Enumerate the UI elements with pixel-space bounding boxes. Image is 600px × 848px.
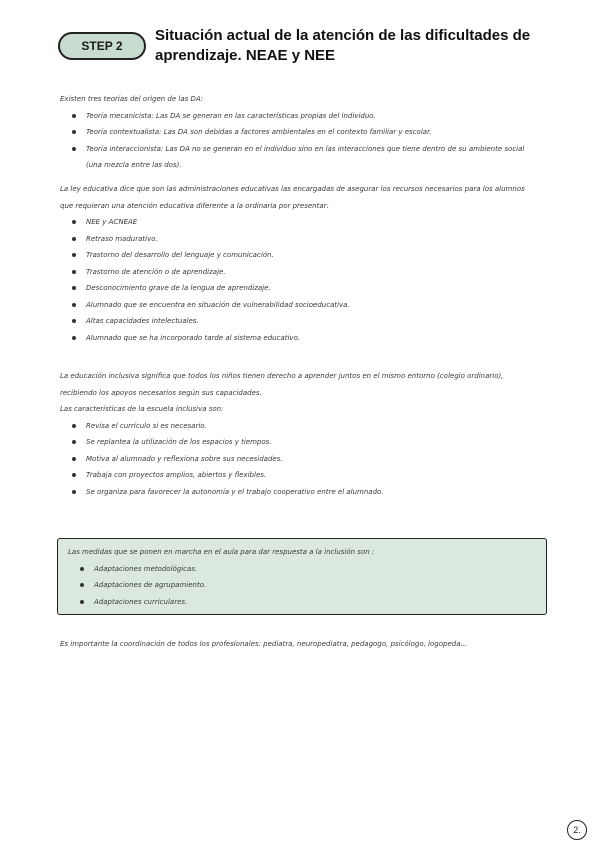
inclusive-list [60, 418, 530, 501]
page-number-label: 2. [573, 825, 581, 835]
list-item: Altas capacidades intelectuales. [80, 313, 530, 330]
step-badge [58, 32, 146, 60]
inclusive-subintro: Las características de la escuela inclusiva son: [60, 405, 224, 413]
page-title: Situación actual de la atención de las dificultades de aprendizaje. NEAE y NEE [155, 27, 531, 64]
law-section [60, 181, 530, 346]
list-item: Alumnado que se ha incorporado tarde al sistema educativo. [80, 330, 530, 347]
list-item: NEE y ACNEAE [80, 214, 530, 231]
list-item: Motiva al alumnado y reflexiona sobre sus necesidades. [80, 451, 530, 468]
list-item: Teoría interaccionista: Las DA no se generan en el individuo sino en las interacciones que tiene dentro de su ambiente social (una mezcla entre las dos). [80, 141, 530, 174]
list-item: Adaptaciones de agrupamiento. [88, 577, 536, 594]
measures-box [57, 538, 547, 615]
list-item: Trastorno del desarrollo del lenguaje y comunicación. [80, 247, 530, 264]
list-item: Se organiza para favorecer la autonomía y el trabajo cooperativo entre el alumnado. [80, 484, 530, 501]
theories-list [60, 108, 530, 174]
list-item: Adaptaciones metodológicas. [88, 561, 536, 578]
list-item: Alumnado que se encuentra en situación de vulnerabilidad socioeducativa. [80, 297, 530, 314]
list-item: Trastorno de atención o de aprendizaje. [80, 264, 530, 281]
inclusive-intro: La educación inclusiva significa que todos los niños tienen derecho a aprender juntos en el mismo entorno (colegio ordinario), recibiendo los apoyos necesarios según sus capacidades. [60, 372, 504, 397]
measures-list [68, 561, 536, 611]
theories-section [60, 91, 530, 174]
list-item: Trabaja con proyectos amplios, abiertos y flexibles. [80, 467, 530, 484]
theories-intro: Existen tres teorías del origen de las DA: [60, 95, 204, 103]
list-item: Teoría mecanicista: Las DA se generan en las características propias del individuo. [80, 108, 530, 125]
step-label: STEP 2 [81, 39, 123, 53]
list-item: Adaptaciones curriculares. [88, 594, 536, 611]
page-number [567, 820, 587, 840]
list-item: Se replantea la utilización de los espacios y tiempos. [80, 434, 530, 451]
list-item: Revisa el currículo si es necesario. [80, 418, 530, 435]
list-item: Retraso madurativo. [80, 231, 530, 248]
list-item: Desconocimiento grave de la lengua de aprendizaje. [80, 280, 530, 297]
list-item: Teoría contextualista: Las DA son debidas a factores ambientales en el contexto familiar y escolar. [80, 124, 530, 141]
needs-list [60, 214, 530, 346]
law-intro: La ley educativa dice que son las administraciones educativas las encargadas de asegurar los recursos necesarios para los alumnos que requieran una atención educativa diferente a la ordinaria por presentar: [60, 185, 525, 210]
measures-intro: Las medidas que se ponen en marcha en el aula para dar respuesta a la inclusión son : [68, 548, 375, 556]
inclusive-section [60, 368, 530, 500]
coordination-note: Es importante la coordinación de todos los profesionales: pediatra, neuropediatra, pedagogo, psicólogo, logopeda... [60, 640, 468, 648]
